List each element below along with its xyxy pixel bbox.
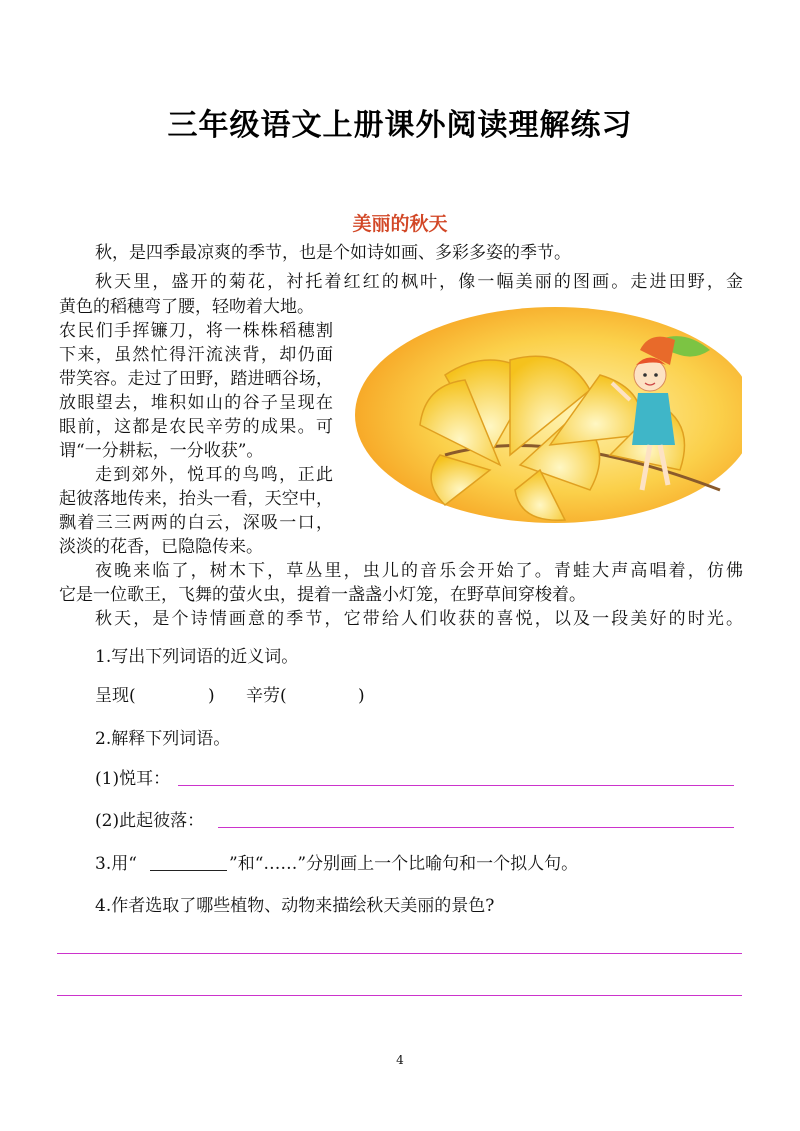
q1-word-xinlao: 辛劳( [246,686,287,706]
underline-sample [150,870,227,871]
passage-line: 下来，虽然忙得汗流浃背，却仍面 [59,345,333,365]
answer-line[interactable] [178,785,734,786]
question-3-suffix: ”和“……”分别画上一个比喻句和一个拟人句。 [229,854,579,874]
question-2: 2.解释下列词语。 [95,729,231,749]
passage-line: 眼前，这都是农民辛劳的成果。可 [59,417,333,437]
passage-line: 夜晚来临了，树木下，草丛里，虫儿的音乐会开始了。青蛙大声高唱着，仿佛 [95,561,743,581]
passage-line: 秋天，是个诗情画意的季节，它带给人们收获的喜悦，以及一段美好的时光。 [95,609,743,629]
page-number: 4 [396,1053,404,1067]
question-3-prefix: 3.用“ [95,854,137,874]
ginkgo-leaves-fairy-illustration [350,305,742,523]
q2-item-2: (2)此起彼落： [95,811,205,831]
q2-item-1: (1)悦耳： [95,769,171,789]
passage-title: 美丽的秋天 [352,213,448,235]
passage-line: 带笑容。走过了田野，踏进晒谷场， [59,369,333,389]
passage-line: 黄色的稻穗弯了腰，轻吻着大地。 [59,297,314,317]
passage-line: 淡淡的花香，已隐隐传来。 [59,537,263,557]
question-1: 1.写出下列词语的近义词。 [95,647,299,667]
passage-line: 走到郊外，悦耳的鸟鸣，正此 [95,465,333,485]
q1-word-chengxian: 呈现( [95,686,136,706]
answer-line[interactable] [57,953,742,954]
passage-line: 农民们手挥镰刀，将一株株稻穗割 [59,321,333,341]
passage-line: 秋，是四季最凉爽的季节，也是个如诗如画、多彩多姿的季节。 [95,243,571,263]
page-title: 三年级语文上册课外阅读理解练习 [167,108,633,143]
passage-line: 它是一位歌王，飞舞的萤火虫，提着一盏盏小灯笼，在野草间穿梭着。 [59,585,586,605]
question-4: 4.作者选取了哪些植物、动物来描绘秋天美丽的景色? [95,896,495,916]
q1-close-paren: ) [358,686,365,706]
passage-line: 谓“一分耕耘，一分收获”。 [59,441,264,461]
q1-close-paren: ) [208,686,215,706]
passage-line: 起彼落地传来，抬头一看，天空中， [59,489,333,509]
answer-line[interactable] [57,995,742,996]
passage-line: 秋天里，盛开的菊花，衬托着红红的枫叶，像一幅美丽的图画。走进田野，金 [95,272,743,292]
passage-line: 放眼望去，堆积如山的谷子呈现在 [59,393,333,413]
passage-line: 飘着三三两两的白云，深吸一口， [59,513,333,533]
answer-line[interactable] [218,827,734,828]
